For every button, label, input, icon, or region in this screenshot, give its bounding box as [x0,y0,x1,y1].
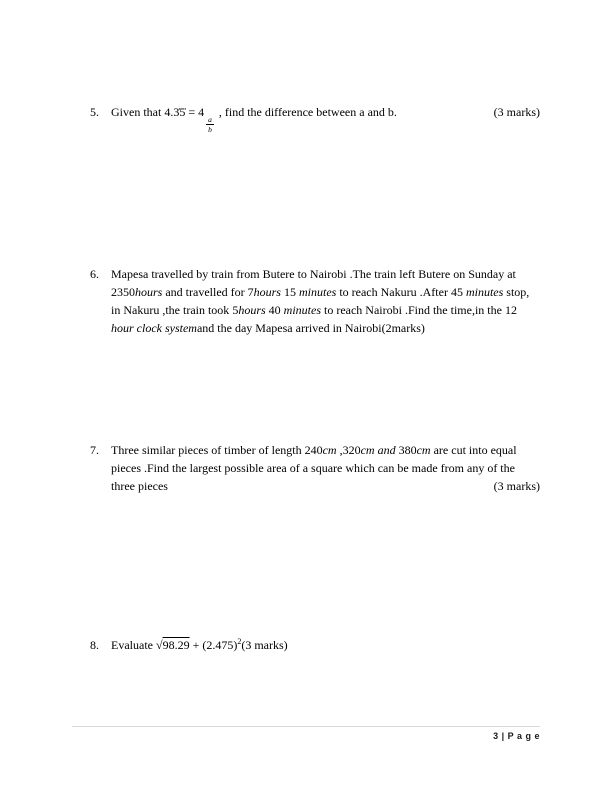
question-number: 5. [90,105,99,119]
question-5 [90,103,540,134]
question-text-segment: and the day Mapesa arrived in Nairobi(2marks) [196,321,425,335]
question-8 [90,636,540,654]
question-text-segment: 380 [398,443,417,457]
fraction-denominator: b [208,125,212,134]
question-text [111,265,540,337]
question-text [111,441,540,495]
exponent: 2 [237,637,242,646]
question-text-segment: stop, in Nakuru ,the train took [111,285,530,317]
question-text-segment: and [377,443,399,457]
question-text-segment: 15 [280,285,299,299]
question-text-segment: minutes [298,285,337,299]
question-text-segment: hour clock system [111,321,197,335]
question-text-segment: ,320 [336,443,361,457]
question-text-segment: cm [416,443,431,457]
question-text-segment: are cut into equal pieces .Find the largest possible area of a square which can be made from any of the three pieces [111,443,517,493]
question-number: 6. [90,267,99,281]
question-text-segment: hours [238,303,266,317]
question-text-segment: 240 [304,443,323,457]
question-text-segment: Three similar pieces of timber of length [111,443,305,457]
marks-label: (3 marks) [493,105,540,119]
question-text-segment: Evaluate [111,638,156,652]
question-text-segment: and travelled for [162,285,248,299]
question-6 [90,265,540,337]
question-text-segment: minutes [283,303,321,317]
question-text-segment: Mapesa travelled by train from Butere to Nairobi .The train left Butere on Sunday at [111,267,516,281]
question-text-segment: hours [253,285,281,299]
question-7 [90,441,540,495]
square-root-symbol: √ [155,638,163,652]
question-number: 7. [90,443,99,457]
question-number: 8. [90,638,99,652]
question-text-segment: 12 [504,303,517,317]
fraction-numerator: a [208,115,212,124]
question-text-segment: 7 [247,285,254,299]
page-number-label: 3 | P a g e [493,731,540,741]
marks-label: (3 marks) [241,638,288,652]
question-text-segment: to reach Nairobi .Find the time,in the [321,303,505,317]
question-text-segment: , find the difference between a and b. [215,105,397,119]
marks-label: (3 marks) [493,479,540,493]
question-text-segment: hours [135,285,163,299]
question-text-segment: cm [360,443,378,457]
question-text-segment: 2350 [111,285,135,299]
recurring-decimal-expression: 4.3̇5̇ = 4 [164,105,205,119]
question-text-segment: + (2.475) [189,638,238,652]
question-text-segment: 40 [265,303,284,317]
question-text-segment: 5 [232,303,239,317]
radicand: 98.29 [162,638,190,652]
question-text-segment: to reach Nakuru .After 45 [336,285,466,299]
fraction-a-over-b [206,115,214,134]
question-text-segment: cm [322,443,337,457]
question-text [111,636,540,654]
footer-divider-line [72,726,540,727]
question-text [111,103,486,134]
question-text-segment: minutes [465,285,504,299]
question-text-segment: Given that [111,105,165,119]
